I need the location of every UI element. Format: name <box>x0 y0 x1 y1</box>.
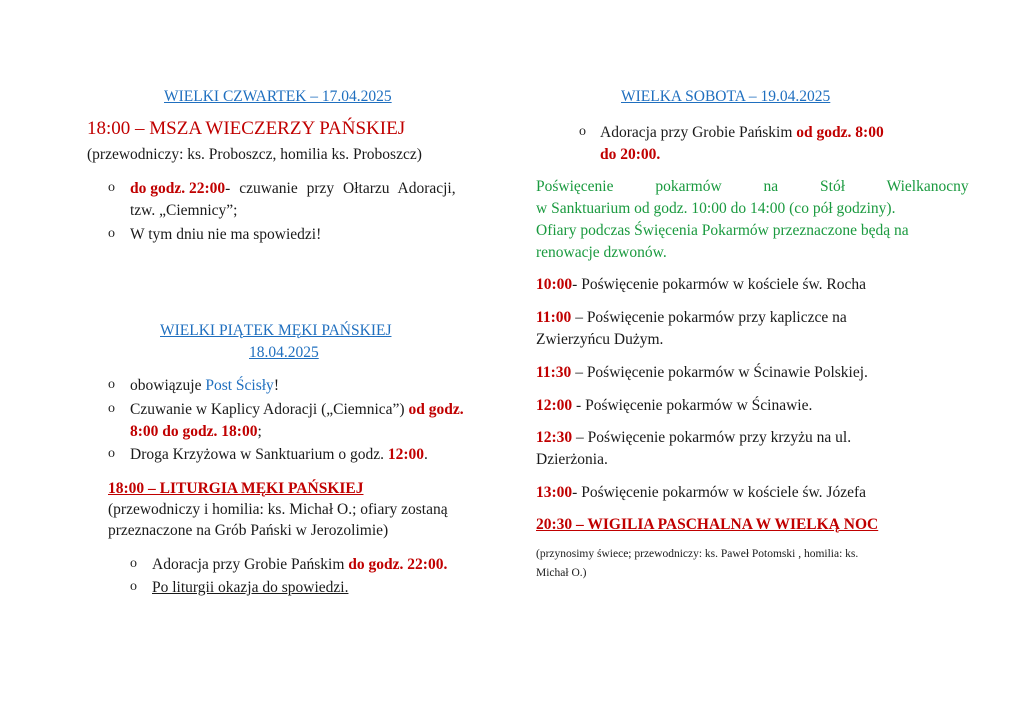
saturday-heading: WIELKA SOBOTA – 19.04.2025 <box>621 88 831 105</box>
blessing-item: 13:00- Poświęcenie pokarmów w kościele św. Józefa <box>536 484 867 501</box>
friday-sub-adoration: Adoracja przy Grobie Pańskim do godz. 22:00. <box>152 556 448 573</box>
thursday-mass-title: 18:00 – MSZA WIECZERZY PAŃSKIEJ <box>87 118 406 139</box>
blessing-item: 12:00 - Poświęcenie pokarmów w Ścinawie. <box>536 397 813 414</box>
blessing-item-cont: Dzierżonia. <box>536 451 608 468</box>
thursday-item-adoration-cont: tzw. „Ciemnicy”; <box>130 202 238 219</box>
saturday-vigil-title: 20:30 – WIGILIA PASCHALNA W WIELKĄ NOC <box>536 516 879 533</box>
saturday-vigil-note: (przynosimy świece; przewodniczy: ks. Paweł Potomski , homilia: ks. <box>536 548 859 560</box>
bullet-icon: o <box>108 377 115 392</box>
blessing-item: 11:00 – Poświęcenie pokarmów przy kapliczce na <box>536 309 847 326</box>
friday-liturgy-title: 18:00 – LITURGIA MĘKI PAŃSKIEJ <box>108 480 364 497</box>
bullet-icon: o <box>130 556 137 571</box>
saturday-green-line-1: Poświęcenie pokarmów na Stół Wielkanocny <box>536 178 969 195</box>
saturday-vigil-note-cont: Michał O.) <box>536 567 587 579</box>
thursday-mass-note: (przewodniczy: ks. Proboszcz, homilia ks. Proboszcz) <box>87 146 422 163</box>
friday-item-vigil: Czuwanie w Kaplicy Adoracji („Ciemnica”) od godz. <box>130 401 464 418</box>
bullet-icon: o <box>108 180 115 195</box>
blessing-item: 10:00- Poświęcenie pokarmów w kościele św. Rocha <box>536 276 867 293</box>
bullet-icon: o <box>579 124 586 139</box>
saturday-green-line-3: Ofiary podczas Święcenia Pokarmów przeznaczone będą na <box>536 222 909 239</box>
blessing-item-cont: Zwierzyńcu Dużym. <box>536 331 664 348</box>
saturday-green-line-2: w Sanktuarium od godz. 10:00 do 14:00 (co pół godziny). <box>536 200 896 217</box>
friday-item-stations: Droga Krzyżowa w Sanktuarium o godz. 12:00. <box>130 446 428 463</box>
thursday-item-no-confession: W tym dniu nie ma spowiedzi! <box>130 226 322 243</box>
blessing-item: 12:30 – Poświęcenie pokarmów przy krzyżu na ul. <box>536 429 852 446</box>
friday-heading: WIELKI PIĄTEK MĘKI PAŃSKIEJ <box>160 322 392 339</box>
friday-liturgy-note-cont: przeznaczone na Grób Pański w Jerozolimie) <box>108 522 389 539</box>
bullet-icon: o <box>108 226 115 241</box>
friday-liturgy-note: (przewodniczy i homilia: ks. Michał O.; ofiary zostaną <box>108 501 448 518</box>
bullet-icon: o <box>108 446 115 461</box>
bullet-icon: o <box>130 579 137 594</box>
saturday-green-line-4: renowacje dzwonów. <box>536 244 667 261</box>
thursday-item-adoration: do godz. 22:00- czuwanie przy Ołtarzu Adoracji, <box>130 180 456 197</box>
thursday-heading: WIELKI CZWARTEK – 17.04.2025 <box>164 88 392 105</box>
saturday-adoration: Adoracja przy Grobie Pańskim od godz. 8:00 <box>600 124 884 141</box>
friday-item-vigil-cont: 8:00 do godz. 18:00; <box>130 423 262 440</box>
saturday-adoration-cont: do 20:00. <box>600 146 661 163</box>
friday-sub-confession: Po liturgii okazja do spowiedzi. <box>152 579 349 596</box>
bullet-icon: o <box>108 401 115 416</box>
friday-item-fast: obowiązuje Post Ścisły! <box>130 377 279 394</box>
strict-fast-link[interactable]: Post Ścisły <box>205 377 274 394</box>
friday-heading-date: 18.04.2025 <box>249 344 319 361</box>
blessing-item: 11:30 – Poświęcenie pokarmów w Ścinawie Polskiej. <box>536 364 868 381</box>
